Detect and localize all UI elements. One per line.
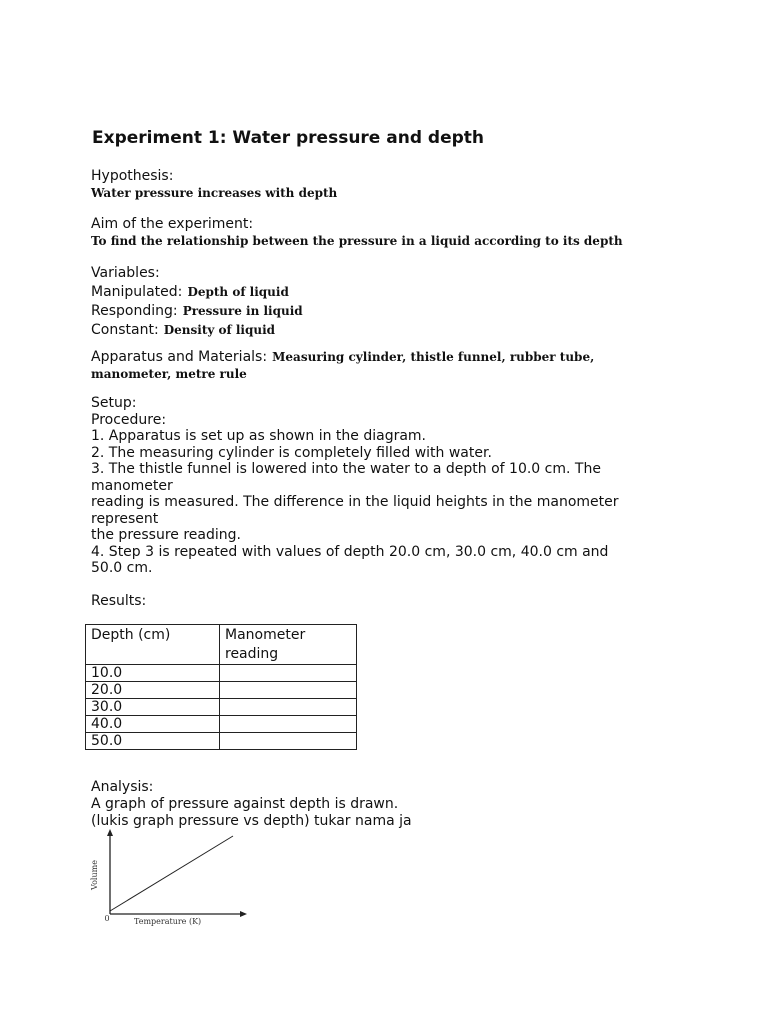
reading-cell[interactable]	[220, 665, 357, 682]
procedure-line: 4. Step 3 is repeated with values of depth 20.0 cm, 30.0 cm, 40.0 cm and	[91, 543, 609, 560]
procedure-line: represent	[91, 510, 159, 527]
depth-cell: 40.0	[86, 716, 220, 733]
graph-ylabel: Volume	[90, 860, 99, 890]
manipulated-label: Manipulated:	[91, 284, 183, 300]
aim-section	[91, 216, 623, 250]
variables-heading: Variables:	[91, 265, 160, 281]
apparatus-value-line2: manometer, metre rule	[91, 367, 247, 381]
constant-value: Density of liquid	[163, 323, 276, 337]
aim-text: To find the relationship between the pressure in a liquid according to its depth	[91, 234, 623, 248]
procedure-section	[91, 395, 619, 577]
analysis-line2: (lukis graph pressure vs depth) tukar nama ja	[91, 813, 412, 829]
hypothesis-section	[91, 168, 337, 202]
procedure-line: 2. The measuring cylinder is completely filled with water.	[91, 444, 492, 461]
manometer-column-header	[220, 625, 357, 665]
responding-row	[91, 301, 303, 320]
variables-section	[91, 265, 303, 339]
experiment-title: Experiment 1: Water pressure and depth	[92, 128, 485, 148]
graph-xlabel: Temperature (K)	[134, 917, 202, 926]
sketch-graph	[86, 828, 256, 930]
manipulated-value: Depth of liquid	[187, 285, 289, 299]
manipulated-row	[91, 282, 303, 301]
apparatus-value-line1: Measuring cylinder, thistle funnel, rubber tube,	[272, 350, 595, 364]
table-row	[86, 682, 357, 699]
analysis-heading: Analysis:	[91, 779, 154, 795]
table-row	[86, 699, 357, 716]
depth-cell: 20.0	[86, 682, 220, 699]
responding-value: Pressure in liquid	[182, 304, 303, 318]
results-heading: Results:	[91, 593, 147, 609]
reading-cell[interactable]	[220, 716, 357, 733]
table-header-row	[86, 625, 357, 665]
procedure-line: reading is measured. The difference in the liquid heights in the manometer	[91, 494, 619, 510]
procedure-line: 1. Apparatus is set up as shown in the diagram.	[91, 428, 427, 444]
hypothesis-text: Water pressure increases with depth	[91, 186, 338, 200]
constant-row	[91, 320, 303, 339]
apparatus-section	[91, 347, 594, 383]
aim-heading: Aim of the experiment:	[91, 216, 254, 232]
analysis-section	[91, 779, 412, 830]
trend-line	[110, 836, 233, 911]
y-axis-arrow	[107, 829, 113, 836]
procedure-heading: Procedure:	[91, 411, 167, 428]
apparatus-label: Apparatus and Materials:	[91, 349, 268, 365]
reading-cell[interactable]	[220, 682, 357, 699]
depth-cell: 30.0	[86, 699, 220, 716]
table-row	[86, 733, 357, 750]
manometer-header-line1: Manometer	[225, 627, 306, 643]
procedure-line: 3. The thistle funnel is lowered into the water to a depth of 10.0 cm. The	[91, 461, 601, 477]
hypothesis-heading: Hypothesis:	[91, 168, 174, 184]
depth-cell: 50.0	[86, 733, 220, 750]
procedure-line: the pressure reading.	[91, 527, 241, 543]
depth-column-header: Depth (cm)	[86, 625, 220, 665]
results-table	[85, 624, 357, 750]
reading-cell[interactable]	[220, 733, 357, 750]
constant-label: Constant:	[91, 322, 159, 338]
reading-cell[interactable]	[220, 699, 357, 716]
responding-label: Responding:	[91, 303, 178, 319]
table-row	[86, 665, 357, 682]
x-axis-arrow	[240, 911, 247, 917]
procedure-line: 50.0 cm.	[91, 560, 153, 576]
analysis-line1: A graph of pressure against depth is drawn.	[91, 796, 399, 812]
procedure-line: manometer	[91, 477, 173, 494]
manometer-header-line2: reading	[225, 646, 279, 662]
setup-heading: Setup:	[91, 395, 137, 411]
table-row	[86, 716, 357, 733]
results-section	[91, 593, 146, 610]
depth-cell: 10.0	[86, 665, 220, 682]
apparatus-row	[91, 347, 594, 366]
graph-origin-label: 0	[104, 914, 110, 923]
